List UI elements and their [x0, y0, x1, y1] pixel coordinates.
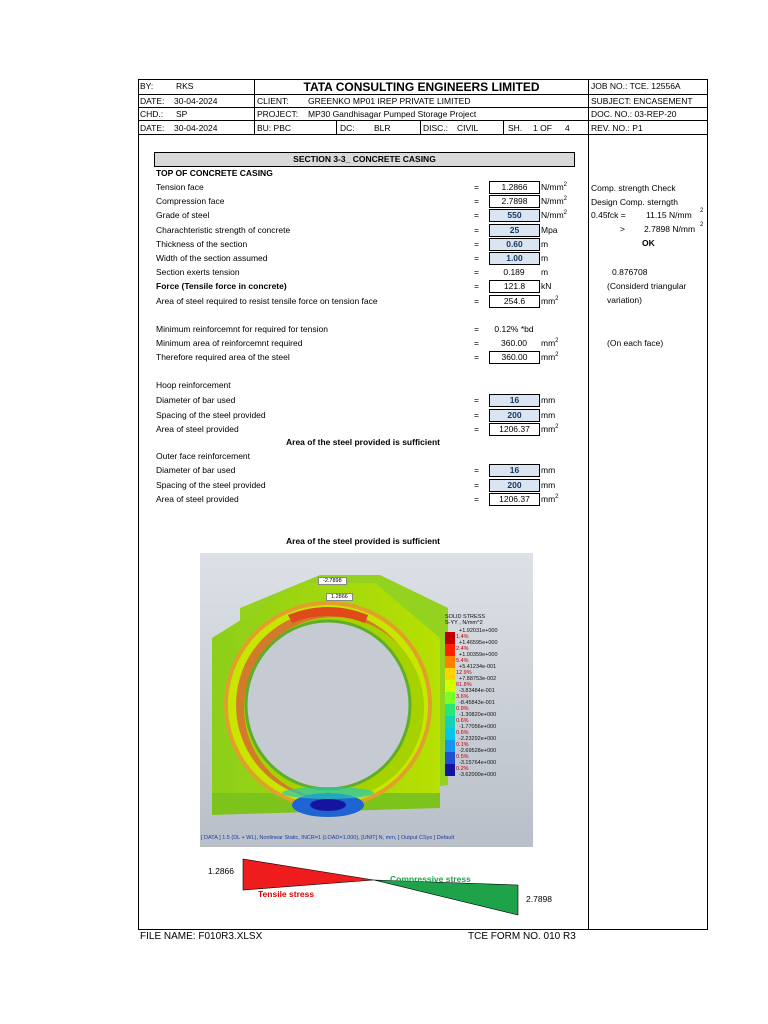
date2-value: 30-04-2024 — [174, 123, 218, 133]
sheet-value: 1 OF — [533, 123, 552, 133]
chd-label: CHD.: — [140, 109, 164, 119]
legend-percent: 1.4% — [456, 634, 469, 640]
form-number: TCE FORM NO. 010 R3 — [468, 931, 576, 942]
legend-swatch — [445, 632, 455, 644]
row-value: 16 — [489, 464, 540, 477]
row-equals: = — [474, 196, 479, 207]
row-unit: m — [541, 253, 549, 263]
tensile-label: Tensile stress — [258, 889, 315, 899]
row-unit: $mm^2$ — [541, 494, 559, 504]
row-equals: = — [474, 479, 479, 490]
row-unit: mm — [541, 479, 556, 490]
legend-percent: 0.6% — [456, 730, 469, 736]
row-unit: mm — [541, 395, 556, 405]
legend-swatch — [445, 740, 455, 752]
legend-swatch — [445, 704, 455, 716]
dc-value: BLR — [374, 123, 391, 133]
row-unit: m — [541, 238, 549, 249]
row-equals: = — [474, 338, 479, 348]
file-name: FILE NAME: F010R3.XLSX — [140, 931, 263, 942]
mid-stress-tag: 1.2866 — [326, 593, 353, 601]
legend-value: +5.41234e-001 — [459, 664, 497, 670]
row-equals: = — [474, 238, 479, 249]
fea-stress-plot — [200, 553, 533, 847]
row-label: Force (Tensile force in concrete) — [156, 281, 287, 292]
legend-value: +1.46595e+000 — [459, 640, 498, 646]
legend-value: -3.83484e-001 — [459, 688, 495, 694]
row-label: Compression face — [156, 196, 225, 207]
each-face-note: (On each face) — [607, 338, 664, 348]
disc-value: CIVIL — [457, 123, 479, 133]
row-label: Minimum reinforcemnt for required for tension — [156, 324, 328, 334]
row-unit: mm — [541, 409, 556, 420]
row-label: Section exerts tension — [156, 267, 240, 278]
hoop-title: Hoop reinforcement — [156, 380, 231, 390]
row-equals: = — [474, 210, 479, 221]
row-value: 200 — [489, 409, 540, 422]
rev-no: REV. NO.: P1 — [591, 123, 643, 133]
legend-value: +1.00359e+000 — [459, 652, 498, 658]
row-label: Width of the section assumed — [156, 253, 268, 263]
date1-label: DATE: — [140, 96, 165, 106]
row-label: Spacing of the steel provided — [156, 409, 266, 420]
legend-value: +1.92031e+000 — [459, 628, 498, 634]
comp-check-line3b: 11.15 N/mm — [646, 210, 692, 220]
legend-value: -1.30820e+000 — [459, 712, 497, 718]
row-label: Minimum area of reinforcemnt required — [156, 338, 303, 348]
row-unit: $N/mm^2$ — [541, 182, 568, 192]
row-value: 550 — [489, 209, 540, 222]
ratio-value: 0.876708 — [612, 267, 648, 277]
legend-value: -3.62000e+000 — [459, 772, 497, 778]
row-unit: Mpa — [541, 224, 558, 235]
row-value: 1206.37 — [489, 423, 540, 436]
row-value: 1.2866 — [489, 181, 540, 194]
row-unit: $N/mm^2$ — [541, 210, 568, 221]
legend-value: -2.23292e+000 — [459, 736, 497, 742]
frame-left — [138, 79, 139, 930]
compressive-label: Compressive stress — [390, 874, 471, 884]
company-name: TATA CONSULTING ENGINEERS LIMITED — [303, 80, 540, 94]
bu-label: BU: PBC — [257, 123, 292, 133]
sufficient-note-1: Area of the steel provided is sufficient — [286, 437, 440, 447]
legend-percent: 5.4% — [456, 658, 469, 664]
chd-value: SP — [176, 109, 188, 119]
row-unit: $mm^2$ — [541, 295, 559, 306]
row-label: Spacing of the steel provided — [156, 479, 266, 490]
frame-bottom — [138, 929, 708, 930]
project-value: MP30 Gandhisagar Pumped Storage Project — [308, 109, 477, 119]
comp-check-line1: Comp. strength Check — [591, 183, 676, 193]
legend-percent: 0.2% — [456, 766, 469, 772]
section-subheading: TOP OF CONCRETE CASING — [156, 168, 273, 178]
row-value: 200 — [489, 479, 540, 492]
legend-swatch — [445, 752, 455, 764]
legend-percent: 0.5% — [456, 754, 469, 760]
row-equals: = — [474, 267, 479, 278]
row-value: 0.12% *bd — [494, 324, 534, 334]
comp-check-line4b: 2.7898 N/mm — [644, 224, 696, 234]
row-label: Area of steel provided — [156, 424, 239, 434]
row-value: 16 — [489, 394, 540, 407]
row-unit: mm — [541, 465, 556, 475]
legend-value: -8.45843e-001 — [459, 700, 495, 706]
doc-no: DOC. NO.: 03-REP-20 — [591, 109, 677, 119]
row-equals: = — [474, 395, 479, 405]
frame-right — [707, 79, 708, 930]
date1-value: 30-04-2024 — [174, 96, 218, 106]
row-label: Diameter of bar used — [156, 395, 236, 405]
by-value: RKS — [176, 81, 194, 91]
row-equals: = — [474, 224, 479, 235]
row-equals: = — [474, 253, 479, 263]
legend-swatch — [445, 668, 455, 680]
compressive-stress-triangle — [374, 880, 518, 915]
row-equals: = — [474, 494, 479, 504]
row-equals: = — [474, 465, 479, 475]
row-value: 1206.37 — [489, 493, 540, 506]
legend-swatch — [445, 716, 455, 728]
compression-value: 2.7898 — [526, 894, 552, 904]
project-label: PROJECT: — [257, 109, 299, 119]
sufficient-note-2: Area of the steel provided is sufficient — [286, 536, 440, 546]
dc-label: DC: — [340, 123, 355, 133]
row-value: 360.00 — [501, 338, 527, 348]
row-equals: = — [474, 352, 479, 362]
row-equals: = — [474, 409, 479, 420]
row-unit: kN — [541, 281, 552, 292]
fea-footer-caption: [ DATA ] 1.5 (DL + WL), Nonlinear Static, INCR=1 (LOAD=1.000), [UNIT] N, mm, [ Output CSys ] Default — [201, 835, 455, 841]
row-label: Grade of steel — [156, 210, 210, 221]
disc-label: DISC.: — [423, 123, 449, 133]
top-stress-tag: -2.7898 — [318, 577, 347, 585]
tension-value: 1.2866 — [208, 866, 234, 876]
legend-value: -3.15764e+000 — [459, 760, 497, 766]
legend-value: +7.88753e-002 — [459, 676, 497, 682]
row-unit: $mm^2$ — [541, 352, 559, 362]
row-value: 121.8 — [489, 280, 540, 293]
sheet-total: 4 — [565, 123, 570, 133]
legend-percent: 12.9% — [456, 670, 472, 676]
triangular-note-1: (Considerd triangular — [607, 281, 687, 291]
row-label: Tension face — [156, 182, 204, 192]
row-value: 254.6 — [489, 295, 540, 308]
row-value: 360.00 — [489, 351, 540, 364]
comp-check-ok: OK — [642, 238, 655, 248]
legend-percent: 0.9% — [456, 706, 469, 712]
row-value: 0.189 — [503, 267, 525, 278]
row-value: 25 — [489, 224, 540, 237]
legend-title: SOLID STRESS S-YY , N/mm^2 — [445, 614, 486, 626]
row-value: 2.7898 — [489, 195, 540, 208]
triangular-note-2: variation) — [607, 295, 642, 305]
row-equals: = — [474, 182, 479, 192]
row-label: Thickness of the section — [156, 238, 248, 249]
row-equals: = — [474, 324, 479, 334]
row-label: Charachteristic strength of concrete — [156, 224, 291, 235]
legend-percent: 2.4% — [456, 646, 469, 652]
by-label: BY: — [140, 81, 154, 91]
legend-swatch — [445, 680, 455, 692]
legend-value: -1.77056e+000 — [459, 724, 497, 730]
legend-percent: 0.6% — [456, 718, 469, 724]
row-equals: = — [474, 281, 479, 292]
legend-value: -2.69528e+000 — [459, 748, 497, 754]
row-value: 0.60 — [489, 238, 540, 251]
row-equals: = — [474, 424, 479, 434]
legend-swatch — [445, 692, 455, 704]
row-equals: = — [474, 295, 479, 306]
row-label: Area of steel required to resist tensile force on tension face — [156, 295, 378, 306]
sheet-label: SH. — [508, 123, 523, 133]
legend-swatch — [445, 656, 455, 668]
client-label: CLIENT: — [257, 96, 289, 106]
row-unit: m — [541, 267, 549, 278]
legend-swatch — [445, 644, 455, 656]
date2-label: DATE: — [140, 123, 165, 133]
comp-check-line2: Design Comp. sterngth — [591, 197, 678, 207]
row-unit: $N/mm^2$ — [541, 196, 568, 207]
legend-percent: 3.6% — [456, 694, 469, 700]
row-label: Diameter of bar used — [156, 465, 236, 475]
row-unit: $mm^2$ — [541, 424, 559, 434]
subject: SUBJECT: ENCASEMENT — [591, 96, 693, 106]
legend-percent: 0.1% — [456, 742, 469, 748]
client-value: GREENKO MP01 IREP PRIVATE LIMITED — [308, 96, 471, 106]
comp-check-line3a: 0.45fck = — [591, 210, 626, 220]
comp-check-line4a: > — [620, 224, 625, 234]
row-unit: $mm^2$ — [541, 338, 559, 348]
stress-diagram — [240, 856, 525, 918]
legend-percent: 61.8% — [456, 682, 472, 688]
job-no: JOB NO.: TCE. 12556A — [591, 81, 681, 91]
legend-swatch — [445, 728, 455, 740]
row-label: Area of steel provided — [156, 494, 239, 504]
section-title: SECTION 3-3_ CONCRETE CASING — [154, 152, 575, 167]
tensile-stress-triangle — [243, 859, 374, 890]
outer-title: Outer face reinforcement — [156, 451, 251, 461]
stress-legend — [445, 628, 533, 792]
row-label: Therefore required area of the steel — [156, 352, 290, 362]
legend-swatch — [445, 764, 455, 776]
row-value: 1.00 — [489, 252, 540, 265]
